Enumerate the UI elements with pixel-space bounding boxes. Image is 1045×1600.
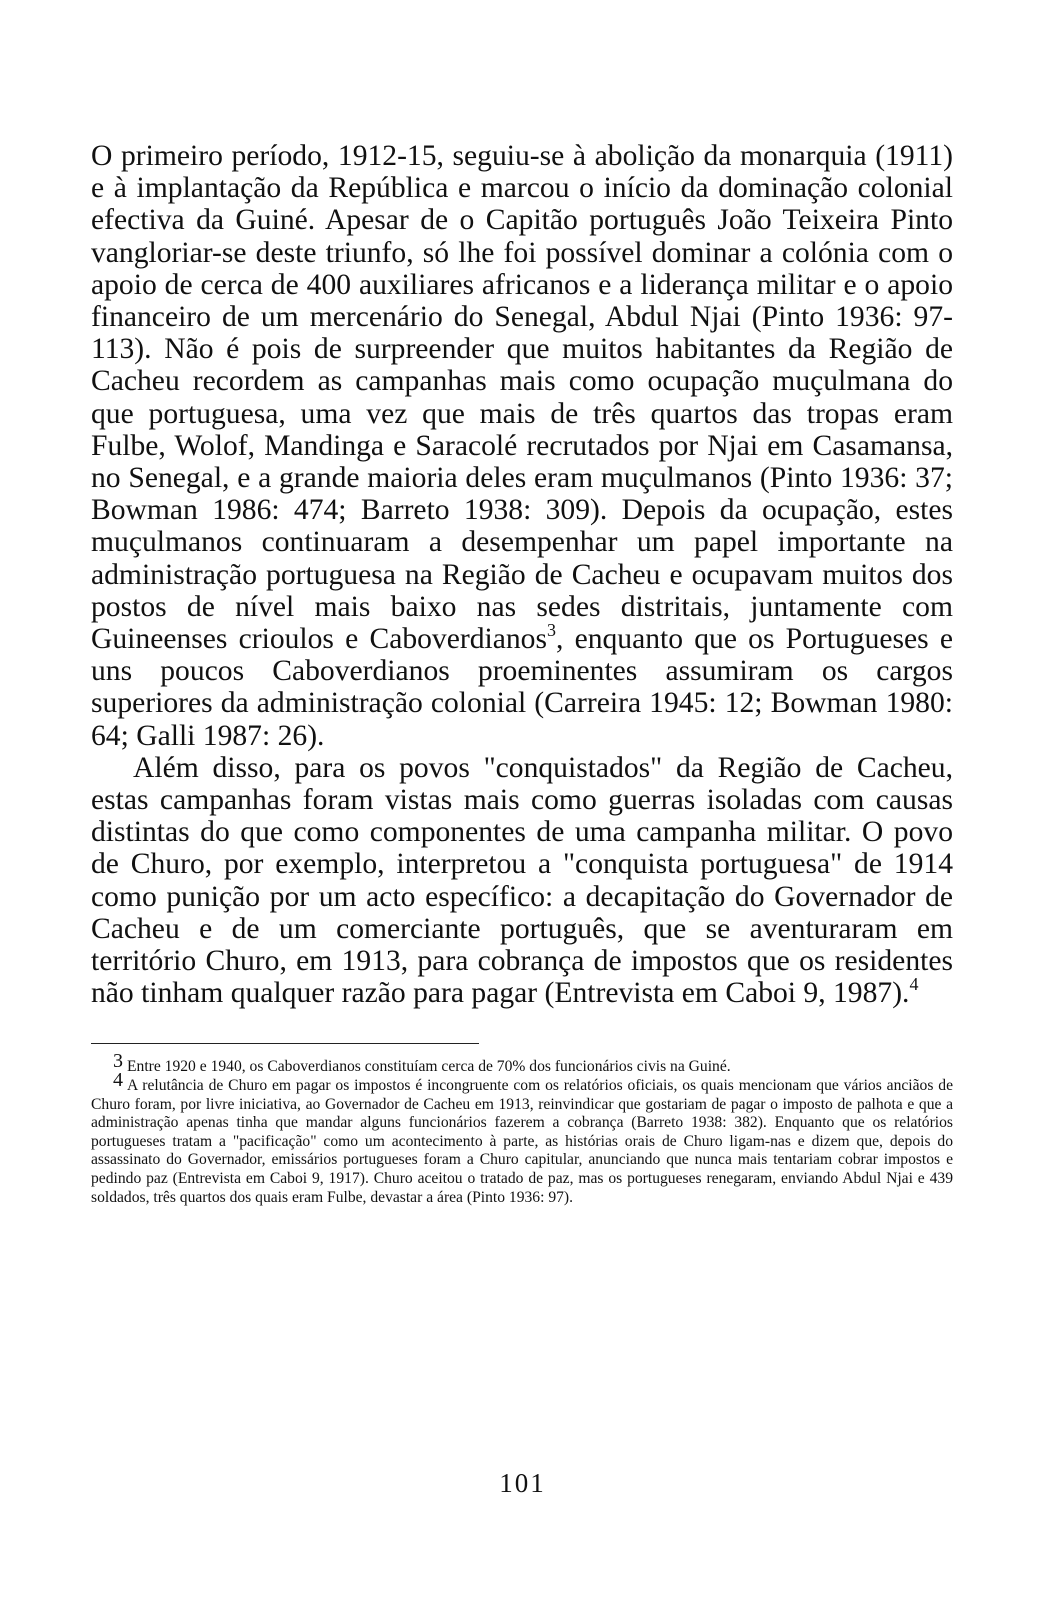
paragraph-1-text-a: O primeiro período, 1912-15, seguiu-se à abolição da monarquia (1911) e à implantação da República e marcou o início da dominação colonial efectiva da Guiné. Apesar de o Capitão português João Teixeira Pinto vangloriar-se deste triunfo, só lhe foi possível dominar a colónia com o apoio de cerca de 400 auxiliares africanos e a liderança militar e o apoio financeiro de um mercenário do Senegal, Abdul Njai (Pinto 1936: 97-113). Não é pois de surpreender que muitos habitantes da Região de Cacheu recordem as campanhas mais como ocupação muçulmana do que portuguesa, uma vez que mais de três quartos das tropas eram Fulbe, Wolof, Mandinga e Saracolé recrutados por Njai em Casamansa, no Senegal, e a grande maioria deles eram muçulmanos (Pinto 1936: 37; Bowman 1986: 474; Barreto 1938: 309). Depois da ocupação, estes muçulmanos continuaram a desempenhar um papel importante na administração portuguesa na Região de Cacheu e ocupavam muitos dos postos de nível mais baixo nas sedes distritais, juntamente com Guineenses crioulos e Caboverdianos xyxy=(91,140,953,656)
footnote-3-number: 3 xyxy=(113,1050,123,1073)
footnote-3 xyxy=(91,1050,953,1077)
footnote-4 xyxy=(91,1069,953,1207)
paragraph-1 xyxy=(91,140,953,752)
footnote-4-text: A relutância de Churo em pagar os impostos é incongruente com os relatórios oficiais, os quais mencionam que vários anciãos de Churo foram, por livre iniciativa, ao Governador de Cacheu em 1913, reinvindicar que gostariam de pagar o imposto de palhota e que a administração apenas tinha que mandar alguns funcionários fazerem a cobrança (Barreto 1938: 382). Enquanto que os relatórios portugueses tratam a "pacificação" como um acontecimento à parte, as histórias orais de Churo ligam-nas e dizem que, depois do assassinato do Governador, emissários portugueses foram a Churo capitular, anunciando que nunca mais tentariam cobrar impostos e pedindo paz (Entrevista em Caboi 9, 1917). Churo aceitou o tratado de paz, mas os portugueses renegaram, enviando Abdul Njai e 439 soldados, três quartos dos quais eram Fulbe, devastar a área (Pinto 1936: 97). xyxy=(91,1077,953,1206)
paragraph-2-text: Além disso, para os povos "conquistados" da Região de Cacheu, estas campanhas foram vistas mais como guerras isoladas com causas distintas do que como componentes de uma campanha militar. O povo de Churo, por exemplo, interpretou a "conquista portuguesa" de 1914 como punição por um acto específico: a decapitação do Governador de Cacheu e de um comerciante português, que se aventuraram em território Churo, em 1913, para cobrança de impostos que os residentes não tinham qualquer razão para pagar (Entrevista em Caboi 9, 1987). xyxy=(91,751,953,1010)
footnote-3-text: Entre 1920 e 1940, os Caboverdianos constituíam cerca de 70% dos funcionários civis na Guiné. xyxy=(127,1058,731,1076)
paragraph-1-text-b: , enquanto que os Portugueses e uns poucos Caboverdianos proeminentes assumiram os cargos superiores da administração colonial (Carreira 1945: 12; Bowman 1980: 64; Galli 1987: 26). xyxy=(91,623,953,752)
page-body xyxy=(91,140,953,1207)
page-number: 101 xyxy=(499,1468,546,1498)
footnote-ref-3[interactable]: 3 xyxy=(546,620,556,641)
footnote-ref-4[interactable]: 4 xyxy=(909,974,919,995)
footnote-divider xyxy=(91,1043,479,1044)
paragraph-2 xyxy=(91,752,953,1010)
footnote-4-number: 4 xyxy=(113,1069,123,1092)
